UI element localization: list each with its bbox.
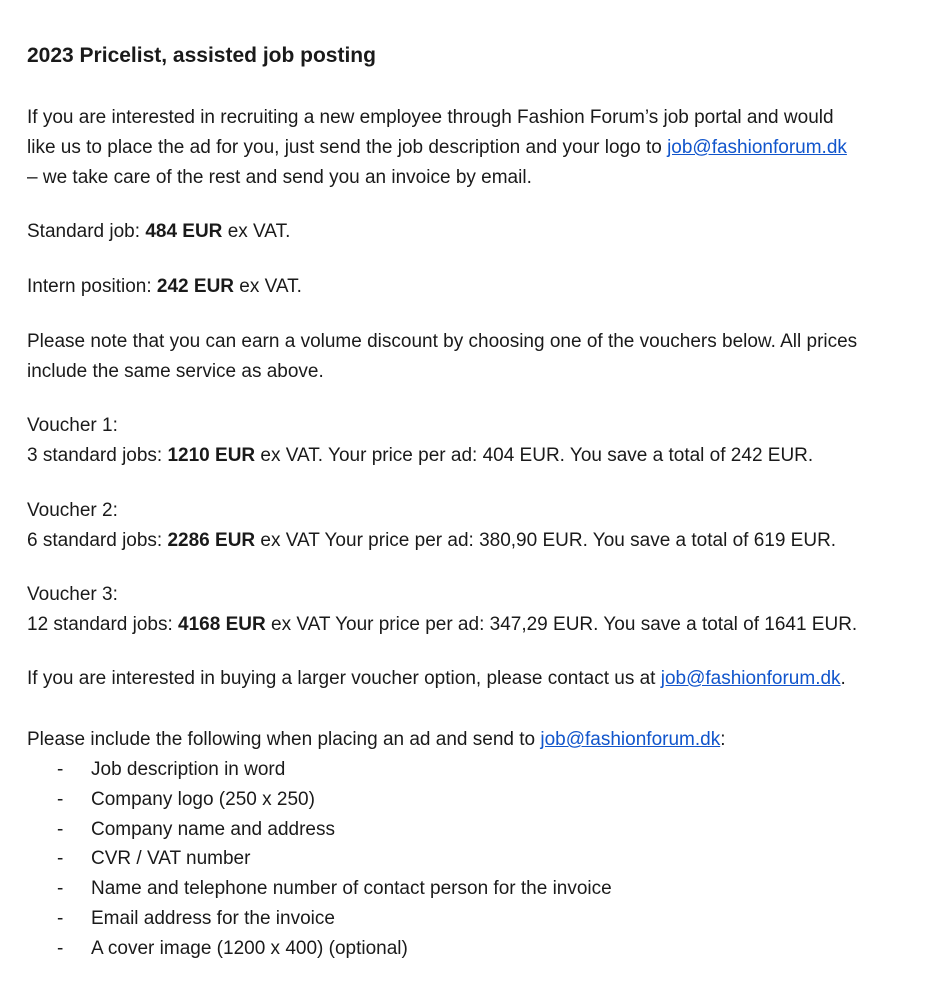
voucher-1-text: ex VAT. Your price per ad: 404 EUR. You save a total of 242 EUR.	[255, 445, 814, 466]
voucher-2-price: 2286 EUR	[167, 530, 256, 551]
intern-price: 242 EUR	[156, 276, 235, 297]
list-item-text: Company name and address	[91, 818, 335, 840]
voucher-1-heading: Voucher 1:	[27, 415, 118, 436]
intro-text-1: If you are interested in recruiting a new employee through Fashion Forum’s job portal and would	[27, 107, 834, 128]
discount-line-1	[27, 327, 857, 357]
intern-suffix: ex VAT.	[234, 276, 302, 297]
standard-price: 484 EUR	[145, 221, 223, 242]
voucher-3-text: ex VAT Your price per ad: 347,29 EUR. You save a total of 1641 EUR.	[265, 614, 858, 635]
intern-position-price	[27, 272, 302, 302]
intro-text-3: – we take care of the rest and send you an invoice by email.	[27, 167, 532, 188]
voucher-3-details	[27, 610, 857, 640]
list-item-text: Company logo (250 x 250)	[91, 788, 315, 810]
dash-bullet: -	[57, 759, 64, 780]
discount-text-2: include the same service as above.	[27, 361, 324, 382]
intern-label: Intern position:	[27, 276, 157, 297]
voucher-3-price: 4168 EUR	[178, 614, 266, 635]
voucher-2-details	[27, 526, 836, 556]
dash-bullet: -	[57, 937, 64, 959]
list-item-text: Email address for the invoice	[91, 907, 335, 929]
intro-text-2: like us to place the ad for you, just send the job description and your logo to	[27, 137, 668, 158]
larger-voucher-line	[27, 664, 846, 694]
voucher-3-lead: 12 standard jobs:	[27, 614, 179, 635]
dash-bullet: -	[57, 788, 64, 810]
dash-bullet: -	[57, 907, 64, 929]
email-link-intro[interactable]: job@fashionforum.dk	[667, 137, 847, 158]
include-end: :	[720, 729, 726, 750]
page-title: 2023 Pricelist, assisted job posting	[27, 44, 376, 67]
voucher-2-heading: Voucher 2:	[27, 500, 118, 521]
dash-bullet: -	[57, 848, 64, 870]
intro-line-3	[27, 163, 532, 193]
email-link-include[interactable]: job@fashionforum.dk	[540, 729, 721, 750]
intro-line-2	[27, 133, 847, 163]
voucher-3-heading: Voucher 3:	[27, 584, 118, 605]
voucher-1-price: 1210 EUR	[167, 445, 256, 466]
list-item-text: Name and telephone number of contact person for the invoice	[91, 878, 612, 900]
voucher-1-details	[27, 441, 813, 471]
standard-suffix: ex VAT.	[222, 221, 291, 242]
standard-job-price	[27, 217, 290, 247]
include-line	[27, 725, 725, 755]
dash-bullet: -	[57, 878, 64, 900]
include-text: Please include the following when placing an ad and send to	[27, 729, 541, 750]
larger-voucher-text: If you are interested in buying a larger voucher option, please contact us at	[27, 668, 661, 689]
list-item-text: A cover image (1200 x 400) (optional)	[91, 937, 408, 959]
discount-text-1: Please note that you can earn a volume discount by choosing one of the vouchers below. All prices	[27, 331, 858, 352]
voucher-1-lead: 3 standard jobs:	[27, 445, 168, 466]
dash-bullet: -	[57, 818, 64, 840]
larger-voucher-end: .	[840, 668, 846, 689]
list-item-text: CVR / VAT number	[91, 848, 251, 870]
email-link-larger[interactable]: job@fashionforum.dk	[660, 668, 841, 689]
voucher-2-text: ex VAT Your price per ad: 380,90 EUR. You save a total of 619 EUR.	[255, 530, 837, 551]
list-item-text: Job description in word	[91, 759, 286, 780]
standard-label: Standard job:	[27, 221, 146, 242]
intro-line-1	[27, 103, 834, 133]
discount-line-2	[27, 357, 324, 387]
voucher-2-lead: 6 standard jobs:	[27, 530, 168, 551]
